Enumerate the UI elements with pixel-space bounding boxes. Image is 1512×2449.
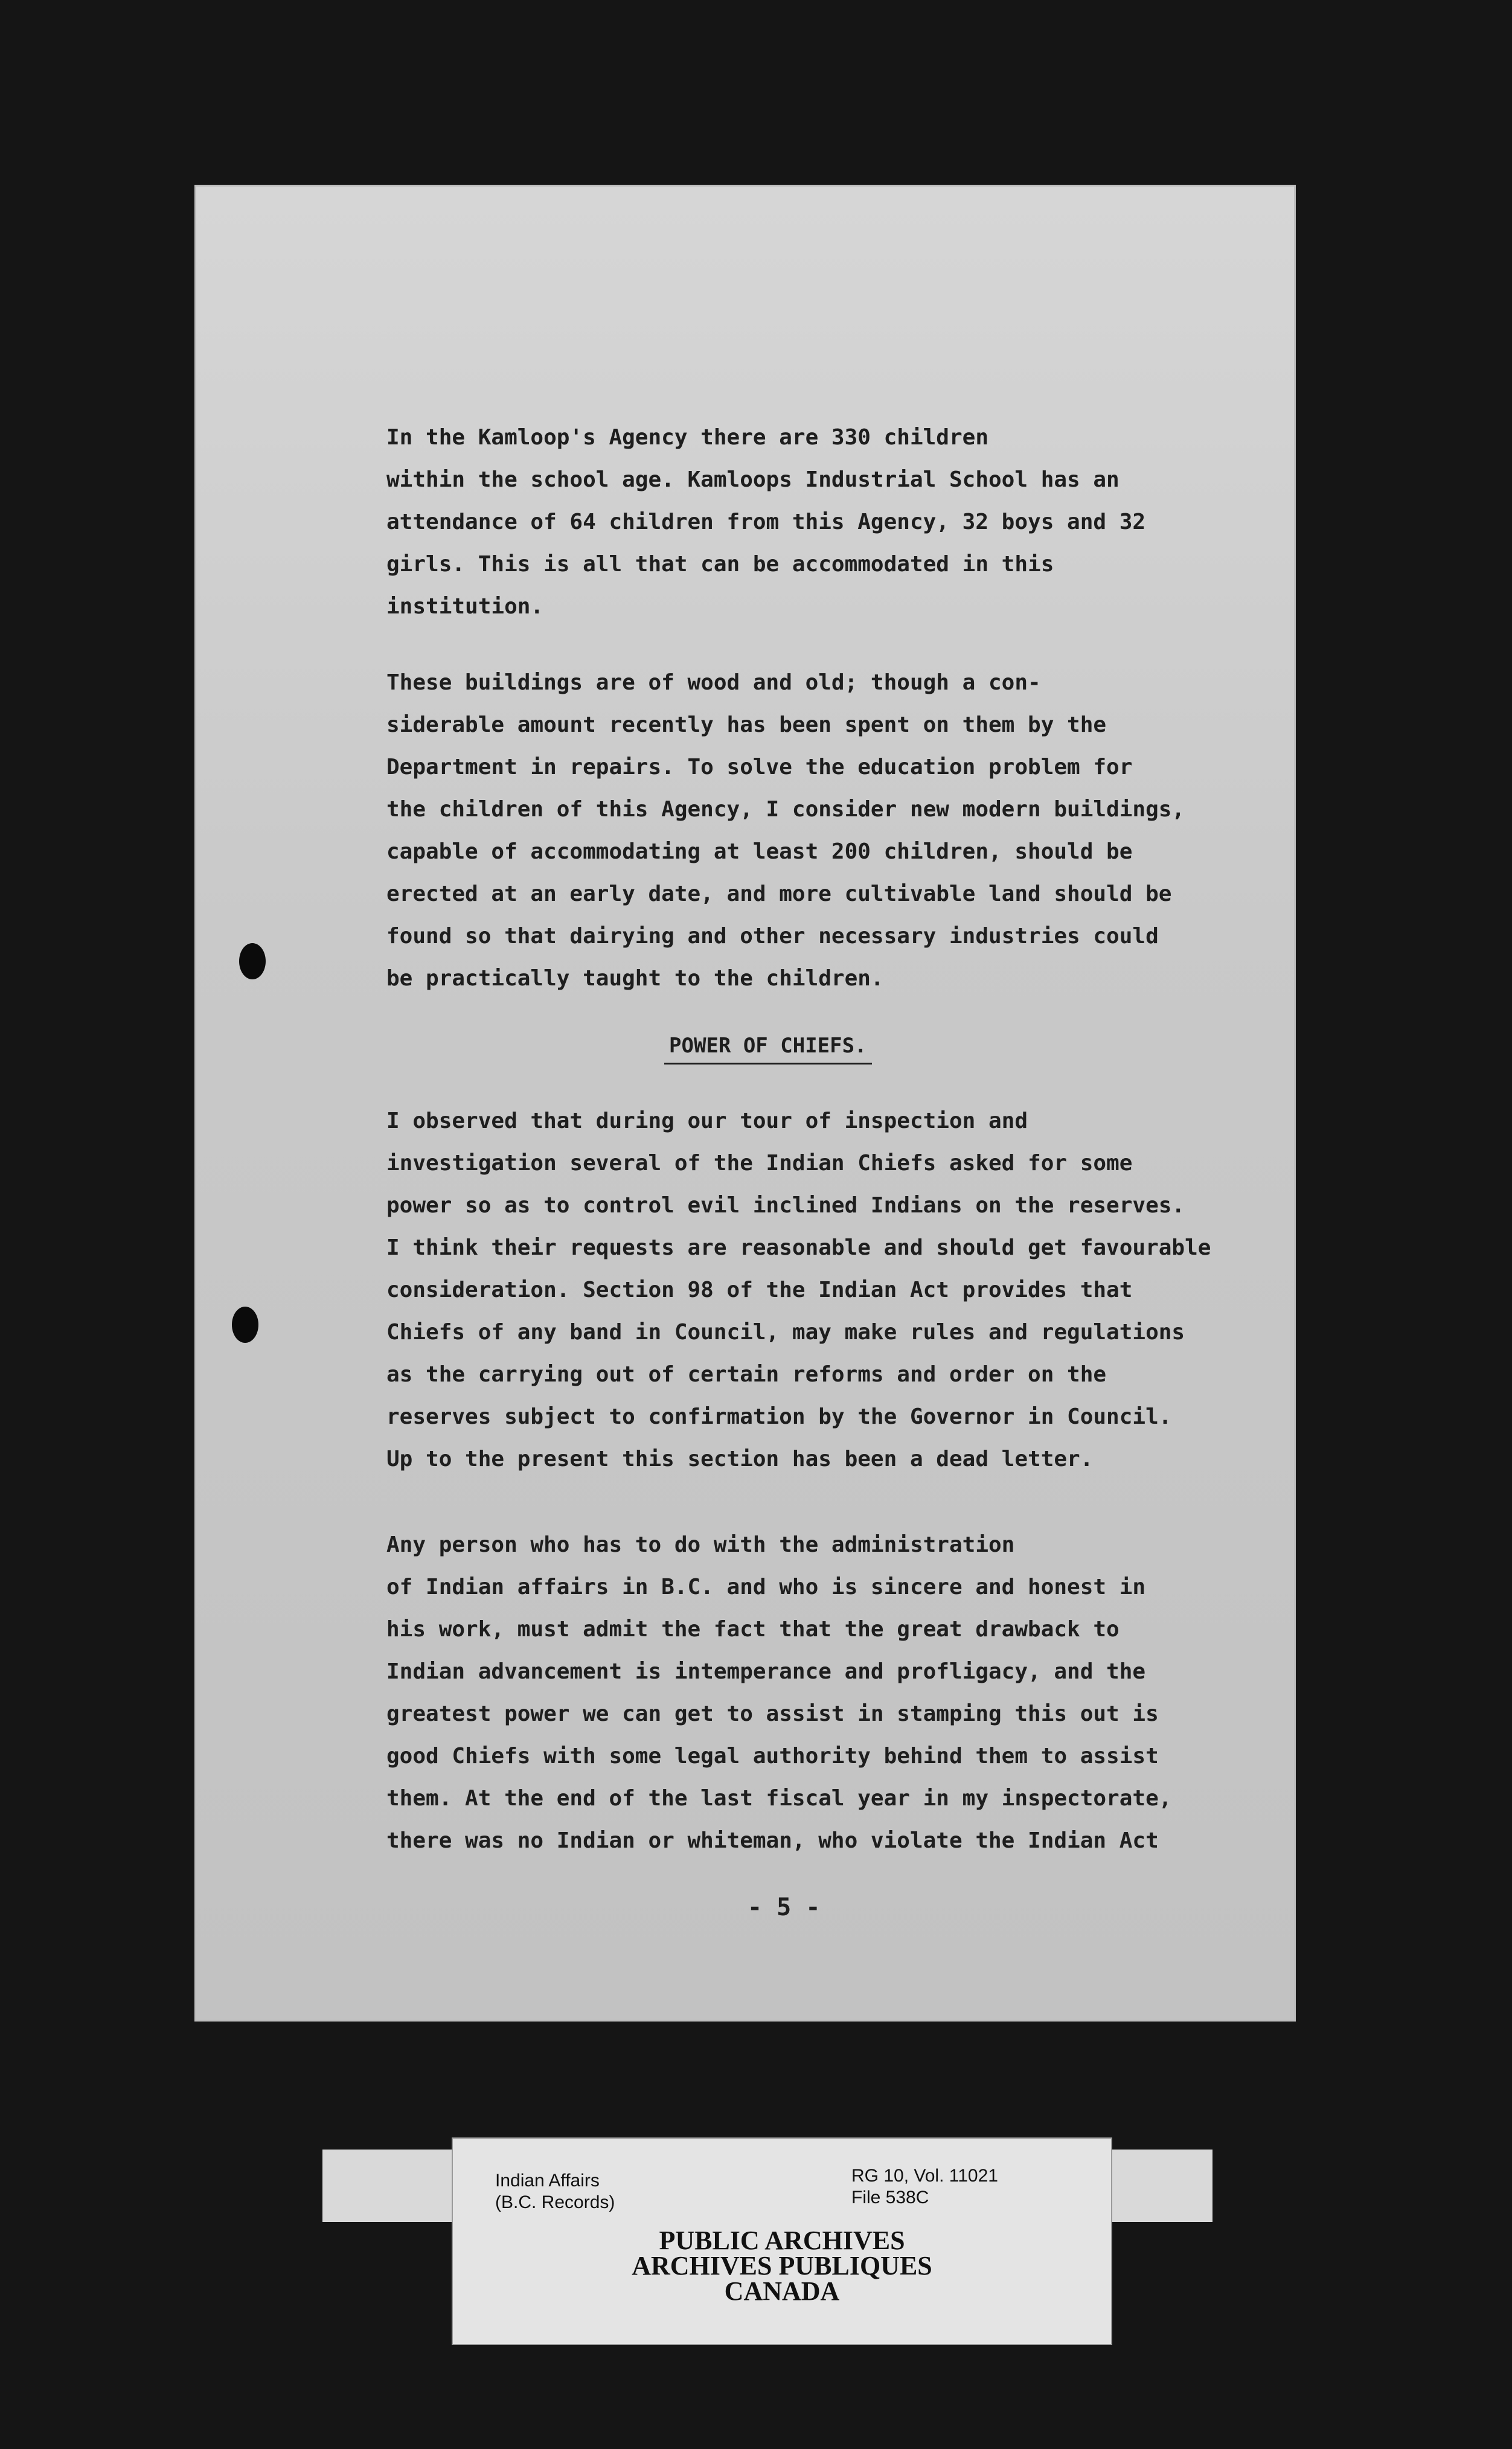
paragraph-administration: Any person who has to do with the administration of Indian affairs in B.C. and who is sincere and honest in his work, must admit the fact that the great drawback to Indian advancement is intemperance and profligacy, and the greatest power we can get to assist in stamping this out is good Chiefs with some legal authority behind them to assist them. At the end of the last fiscal year in my inspectorate, there was no Indian or whiteman, who violate the Indian Act	[386, 1532, 1172, 1853]
label-reference	[851, 2165, 998, 2209]
archives-stamp-line3: CANADA	[724, 2276, 840, 2306]
punch-hole	[232, 1307, 258, 1343]
label-collection-line1: Indian Affairs	[495, 2171, 600, 2191]
paragraph-buildings: These buildings are of wood and old; though a con- siderable amount recently has been spent on them by the Department in repairs. To solve the education problem for the children of this Agency, I consider new modern buildings, capable of accommodating at least 200 children, should be erected at an early date, and more cultivable land should be found so that dairying and other necessary industries could be practically taught to the children.	[386, 670, 1185, 991]
label-collection	[495, 2170, 615, 2214]
page-number: - 5 -	[748, 1894, 821, 1921]
label-reference-line2: File 538C	[851, 2188, 929, 2207]
archives-stamp	[453, 2228, 1111, 2304]
paragraph-kamloops-agency: In the Kamloop's Agency there are 330 children within the school age. Kamloops Industrial School has an attendance of 64 children from this Agency, 32 boys and 32 girls. This is all that can be accommodated in this institution.	[386, 425, 1146, 619]
archive-label	[452, 2137, 1112, 2345]
archives-stamp-line2: ARCHIVES PUBLIQUES	[632, 2251, 932, 2281]
section-heading: POWER OF CHIEFS.	[664, 1034, 872, 1064]
label-collection-line2: (B.C. Records)	[495, 2192, 615, 2212]
archives-stamp-line1: PUBLIC ARCHIVES	[659, 2226, 905, 2255]
punch-hole	[239, 943, 266, 979]
label-reference-line1: RG 10, Vol. 11021	[851, 2166, 998, 2186]
paragraph-observed-chiefs: I observed that during our tour of inspection and investigation several of the Indian Chiefs asked for some power so as to control evil inclined Indians on the reserves. I think their requests are reasonable and should get favourable consideration. Section 98 of the Indian Act provides that Chiefs of any band in Council, may make rules and regulations as the carrying out of certain reforms and order on the reserves subject to confirmation by the Governor in Council. Up to the present this section has been a dead letter.	[386, 1109, 1211, 1471]
